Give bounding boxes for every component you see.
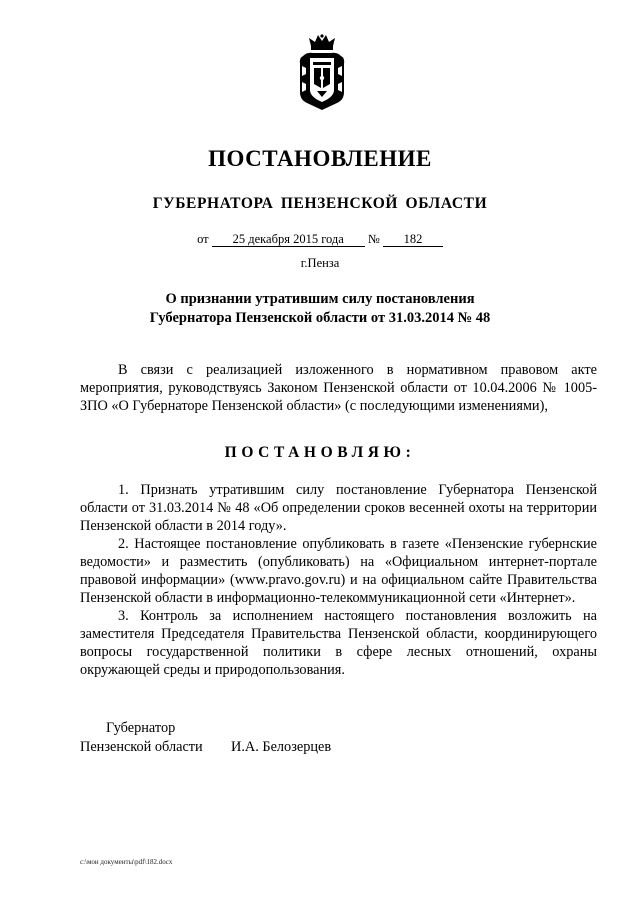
subject-line-2: Губернатора Пензенской области от 31.03.2014 № 48: [149, 310, 491, 326]
decree-items: [80, 481, 597, 679]
from-label: от: [197, 232, 209, 246]
date-number-line: [0, 232, 640, 247]
decree-item-1: 1. Признать утратившим силу постановление Губернатора Пензенской области от 31.03.2014 № 48 «Об определении сроков весенней охоты на территории Пензенской области в 2014 году».: [80, 482, 597, 534]
signatory-position-line-2: Пензенской области: [80, 739, 203, 755]
document-title: ПОСТАНОВЛЕНИЕ: [208, 146, 432, 171]
document-date: 25 декабря 2015 года: [212, 233, 365, 247]
coat-of-arms-icon: [297, 34, 347, 112]
number-sign: №: [367, 232, 380, 246]
signatory-position-line-1: Губернатор: [106, 720, 176, 736]
signatory-name: И.А. Белозерцев: [231, 739, 332, 755]
city-line: г.Пенза: [300, 256, 340, 270]
document-subtitle: ГУБЕРНАТОРА ПЕНЗЕНСКОЙ ОБЛАСТИ: [152, 195, 488, 212]
file-path-footer: c:\мои документы\pdf\182.docx: [80, 858, 173, 866]
subject-line-1: О признании утратившим силу постановления: [165, 291, 475, 307]
document-subject: [0, 290, 640, 328]
decree-item-2: 2. Настоящее постановление опубликовать в газете «Пензенские губернские ведомости» и разместить (опубликовать) на «Официальном интернет-портале правовой информации» (www.pravo.gov.ru) и на официальном сайте Правительства Пензенской области в информационно-телекоммуникационной сети «Интернет».: [80, 536, 597, 606]
decree-item-3: 3. Контроль за исполнением настоящего постановления возложить на заместителя Председателя Правительства Пензенской области, координирующего вопросы государственной политики в сфере лесных отношений, охраны окружающей среды и природопользования.: [80, 608, 597, 678]
preamble-paragraph: В связи с реализацией изложенного в нормативном правовом акте мероприятия, руководствуясь Законом Пензенской области от 10.04.2006 № 1005-ЗПО «О Губернаторе Пензенской области» (с последующими изменениями),: [80, 362, 597, 414]
document-number: 182: [383, 233, 443, 247]
decree-heading: ПОСТАНОВЛЯЮ:: [224, 444, 416, 461]
